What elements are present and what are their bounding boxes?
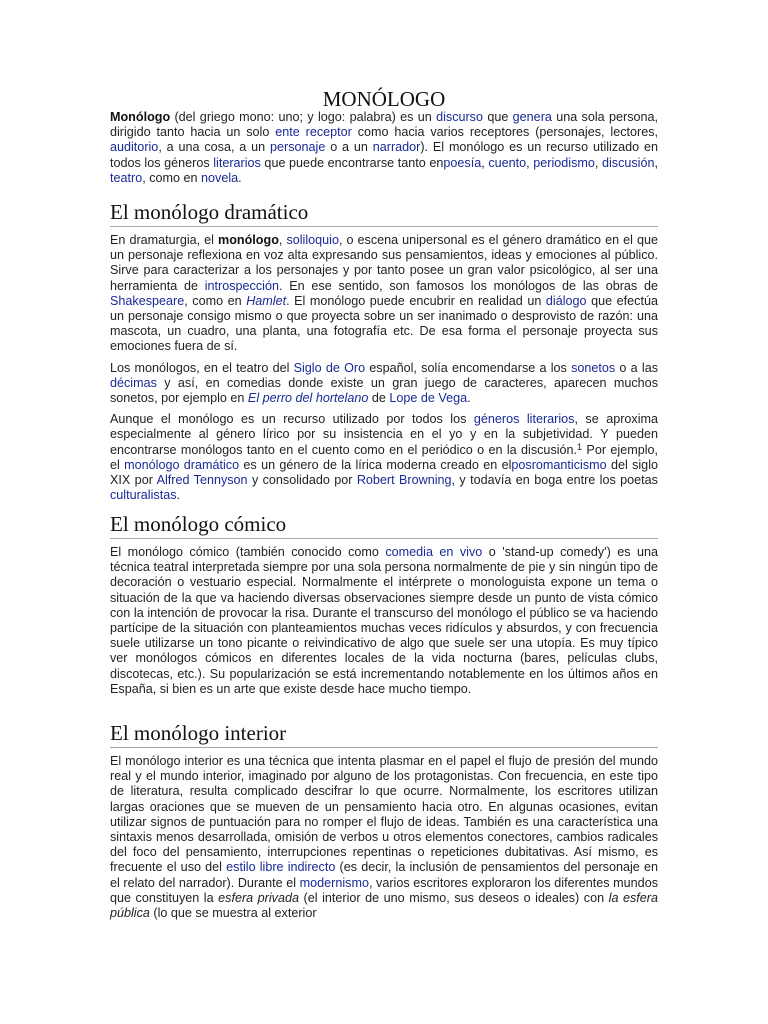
text-run: , bbox=[278, 233, 287, 247]
text-run: una sola persona, dirigido tanto hacia un solo bbox=[110, 110, 658, 140]
text-run: español, solía encomendarse a los bbox=[365, 360, 572, 375]
text-run: El monólogo interior es una técnica que intenta plasmar en el papel el flujo de presión del mundo real y el mundo interior, imaginado por alguno de los protagonistas. Con frecuencia, en este tipo de literatura, resulta complicado descifrar lo que ocurre. Normalmente, los escritores utilizan largas oraciones que se mueven de un pensamiento hacia otro. En algunas ocasiones, evitan utilizar signos de puntuación para no romper el flujo de ideas. También es una característica una sintaxis menos desarrollada, omisión de verbos u otros elementos conectores, cambios radicales del foco del pensamiento, interrupciones repentinas o repeticiones dubitativas. Así mismo, es frecuente el uso del bbox=[110, 754, 658, 875]
italic-term: esfera privada bbox=[218, 890, 299, 905]
text-run: del siglo XIX por bbox=[110, 457, 658, 488]
wiki-link[interactable]: diálogo bbox=[545, 293, 587, 308]
text-run: Por ejemplo, el bbox=[110, 442, 658, 472]
text-run: (el interior de uno mismo, sus deseos o ideales) con bbox=[299, 890, 609, 905]
text-run: como hacia varios receptores (personajes, lectores, bbox=[351, 125, 658, 140]
text-run: y así, en comedias donde existe un gran juego de caracteres, aparecen muchos sonetos, por ejemplo en bbox=[110, 375, 658, 406]
text-run: . bbox=[467, 391, 471, 406]
text-run: (del griego mono: uno; y logo: palabra) es un bbox=[170, 110, 437, 124]
text-run: , o escena unipersonal es el género dramático en el que un personaje reflexiona en voz alta expresando sus pensamientos, ideas y emociones al público. Sirve para caracterizar a los personajes y por tanto posee un gran valor psicológico, al ser una herramienta de bbox=[110, 233, 659, 293]
text-run: , se aproxima especialmente al género lírico por su insistencia en el yo y en la subjetividad. Y pueden encontrarse monólogos tanto en el cuento como en el periódico o en la discusión. bbox=[110, 412, 658, 457]
italic-term: la esfera pública bbox=[110, 890, 658, 921]
paragraph bbox=[110, 545, 658, 697]
wiki-link[interactable]: auditorio bbox=[110, 140, 159, 155]
text-run: , bbox=[594, 155, 602, 170]
wiki-link[interactable]: Alfred Tennyson bbox=[156, 473, 248, 488]
paragraph bbox=[110, 412, 658, 503]
text-run: que bbox=[483, 110, 513, 124]
wiki-link[interactable]: posromanticismo bbox=[511, 457, 607, 472]
intro-paragraph bbox=[110, 110, 658, 186]
wiki-link[interactable]: introspección bbox=[204, 278, 279, 293]
wiki-link[interactable]: cuento bbox=[488, 155, 527, 170]
text-run: , bbox=[654, 155, 658, 170]
wiki-link[interactable]: El perro del hortelano bbox=[247, 391, 369, 406]
paragraph bbox=[110, 361, 658, 407]
footnote-ref[interactable]: 1 bbox=[577, 441, 583, 452]
wiki-link[interactable]: Robert Browning bbox=[356, 473, 452, 488]
wiki-link[interactable]: teatro bbox=[110, 170, 143, 185]
text-run: El monólogo cómico (también conocido como bbox=[110, 545, 386, 559]
wiki-link[interactable]: periodismo bbox=[533, 155, 595, 170]
text-run: o a las bbox=[615, 360, 658, 375]
bold-term: monólogo bbox=[218, 233, 279, 247]
wiki-link[interactable]: narrador bbox=[372, 140, 421, 155]
text-run: En dramaturgia, el bbox=[110, 233, 219, 247]
paragraph bbox=[110, 233, 658, 355]
wiki-link[interactable]: monólogo dramático bbox=[124, 457, 240, 472]
text-run: Los monólogos, en el teatro del bbox=[110, 360, 294, 375]
text-run: . En ese sentido, son famosos los monólogos de las obras de bbox=[278, 278, 658, 293]
section-dramatico bbox=[110, 233, 658, 503]
intro-section bbox=[110, 110, 658, 186]
wiki-link[interactable]: novela bbox=[201, 170, 239, 185]
section-heading-dramatico: El monólogo dramático bbox=[110, 199, 658, 227]
wiki-link[interactable]: géneros literarios bbox=[473, 412, 575, 427]
text-run: o a un bbox=[325, 140, 373, 155]
wiki-link[interactable]: genera bbox=[512, 110, 552, 124]
text-run: , varios escritores exploraron los diferentes mundos que constituyen la bbox=[110, 875, 658, 905]
text-run: , y todavía en boga entre los poetas bbox=[451, 473, 658, 488]
wiki-link[interactable]: literarios bbox=[213, 155, 261, 170]
text-run: (lo que se muestra al exterior bbox=[149, 906, 317, 921]
wiki-link[interactable]: culturalistas bbox=[110, 488, 177, 503]
section-comico bbox=[110, 545, 658, 697]
text-run: , como en bbox=[142, 170, 202, 185]
wiki-link[interactable]: soliloquio bbox=[286, 233, 339, 247]
text-run: , a una cosa, a un bbox=[158, 140, 271, 155]
text-run: ). El monólogo es un recurso utilizado en todos los géneros bbox=[110, 140, 658, 170]
section-interior bbox=[110, 754, 658, 921]
wiki-link[interactable]: sonetos bbox=[571, 360, 616, 375]
wiki-link[interactable]: Hamlet bbox=[246, 293, 287, 308]
text-run: , bbox=[526, 155, 534, 170]
text-run: , bbox=[481, 155, 489, 170]
text-run: Aunque el monólogo es un recurso utilizado por todos los bbox=[110, 412, 474, 427]
section-heading-comico: El monólogo cómico bbox=[110, 511, 658, 539]
wiki-link[interactable]: Shakespeare bbox=[110, 293, 185, 308]
wiki-link[interactable]: personaje bbox=[270, 140, 326, 155]
section-heading-interior: El monólogo interior bbox=[110, 720, 658, 748]
wiki-link[interactable]: décimas bbox=[110, 375, 157, 390]
wiki-link[interactable]: discusión bbox=[601, 155, 655, 170]
text-run: de bbox=[368, 391, 390, 406]
wiki-link[interactable]: comedia en vivo bbox=[385, 545, 483, 559]
text-run: . El monólogo puede encubrir en realidad un bbox=[286, 293, 546, 308]
paragraph bbox=[110, 754, 658, 921]
text-run: o 'stand-up comedy') es una técnica teatral interpretada siempre por una sola persona normalmente de pie y sin ningún tipo de decoración o vestuario especial. Normalmente el intérprete o monologuista expone un tema o situación de la que va haciendo diversas observaciones siempre desde un punto de vista cómico con la intención de provocar la risa. Durante el transcurso del monólogo el público se va haciendo partícipe de la situación con planteamientos muchas veces ridículos y absurdos, y con frecuencia suele utilizarse un tono picante o reivindicativo de algo que suele ser una utopía. Es muy típico ver monólogos cómicos en diferentes locales de la vida nocturna (bares, películas clubs, discotecas, etc.). Su popularización se está incrementando notablemente en los últimos años en España, si bien es un arte que existe desde hace mucho tiempo. bbox=[110, 545, 658, 696]
page-title: MONÓLOGO bbox=[322, 87, 446, 111]
wiki-link[interactable]: Lope de Vega bbox=[389, 391, 468, 406]
text-run: , como en bbox=[184, 293, 247, 308]
bold-term: Monólogo bbox=[110, 110, 171, 124]
text-run: que puede encontrarse tanto en bbox=[260, 155, 444, 170]
wiki-link[interactable]: discurso bbox=[436, 110, 483, 124]
text-run: (es decir, la inclusión de pensamientos del personaje en el relato del narrador). Durante el bbox=[110, 860, 658, 890]
wiki-link[interactable]: poesía bbox=[443, 155, 482, 170]
wiki-link[interactable]: Siglo de Oro bbox=[293, 360, 366, 375]
wiki-link[interactable]: estilo libre indirecto bbox=[226, 860, 336, 875]
text-run: . bbox=[238, 170, 242, 185]
text-run: es un género de la lírica moderna creado en el bbox=[239, 457, 512, 472]
text-run: que efectúa un personaje consigo mismo o que proyecta sobre un ser inanimado o desprovisto de razón: una mascota, un cuadro, una planta, una fotografía etc. De esa forma el personaje proyecta sus emociones fuera de sí. bbox=[110, 293, 658, 354]
wiki-link[interactable]: modernismo bbox=[299, 875, 369, 890]
wiki-link[interactable]: ente receptor bbox=[275, 125, 352, 140]
text-run: y consolidado por bbox=[247, 473, 357, 488]
text-run: . bbox=[176, 488, 180, 503]
